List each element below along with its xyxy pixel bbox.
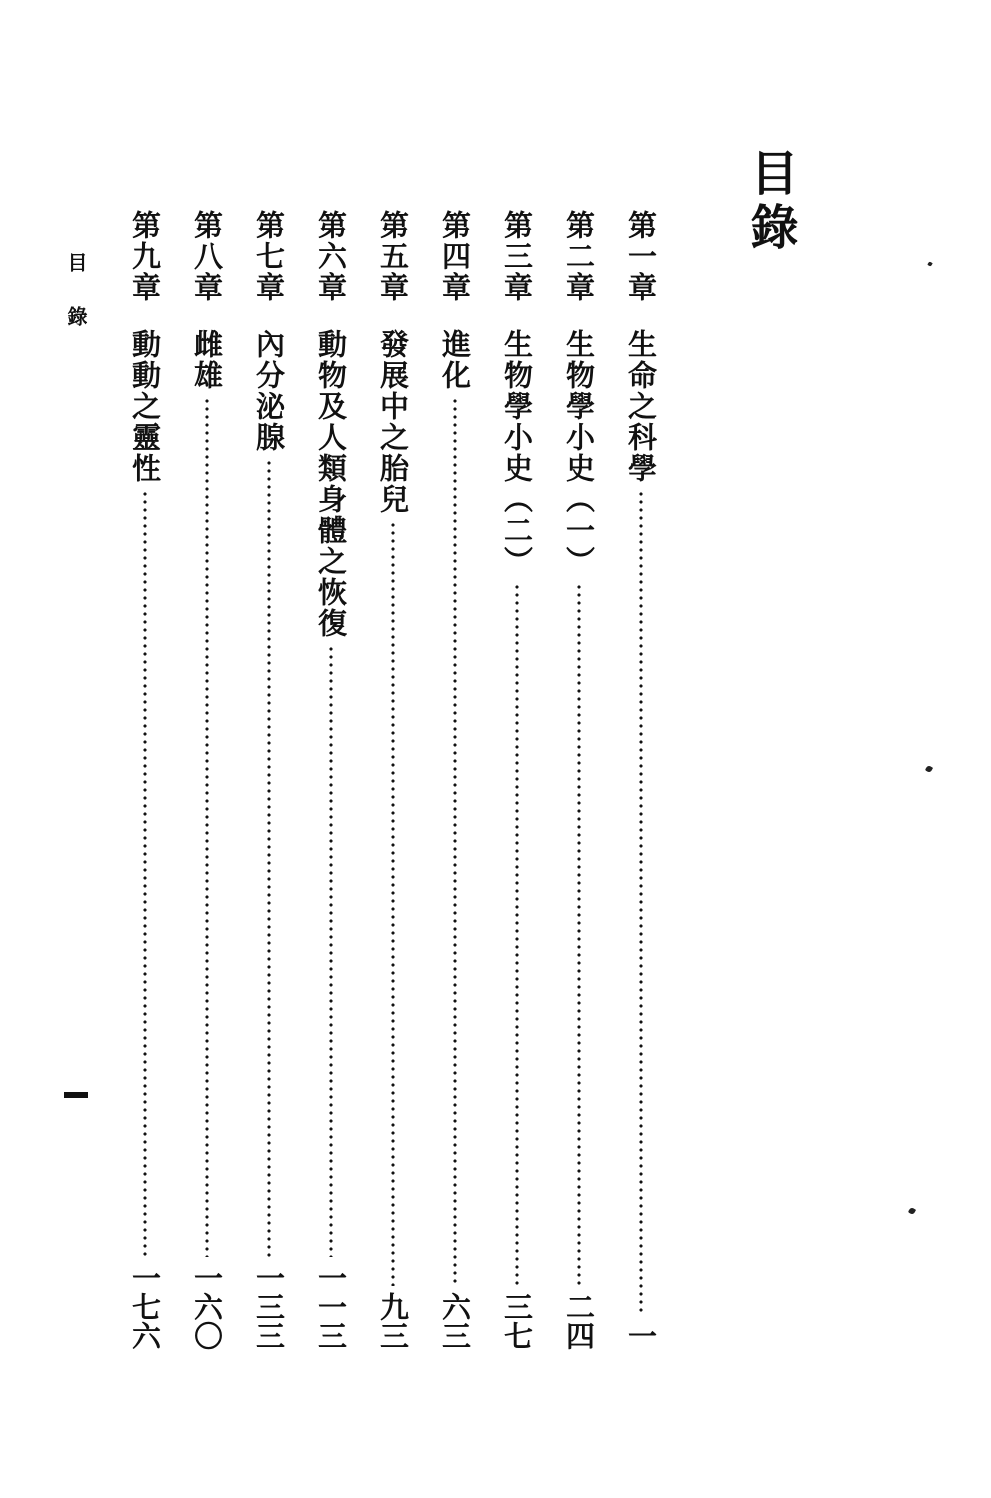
page-number: 九三 xyxy=(376,1292,410,1350)
folio xyxy=(64,1092,88,1098)
chapter-title: 生物學小史︵二︶ xyxy=(500,329,534,577)
toc-entry-6 xyxy=(314,210,348,1350)
chapter-title: 內分泌腺 xyxy=(252,329,286,453)
chapter-title: 動動之靈性 xyxy=(128,329,162,484)
toc-entry-8 xyxy=(190,210,224,1350)
chapter-title: 發展中之胎兒 xyxy=(376,329,410,515)
page-number: 三七 xyxy=(500,1292,534,1350)
page-number: 一六〇 xyxy=(190,1263,224,1350)
toc-entry-2 xyxy=(562,210,596,1350)
dot-leader xyxy=(577,583,581,1286)
chapter-number: 第七章 xyxy=(252,210,286,303)
dot-leader xyxy=(143,490,147,1257)
page-number: 二四 xyxy=(562,1292,596,1350)
toc-entry-5 xyxy=(376,210,410,1350)
dot-leader xyxy=(515,583,519,1286)
chapter-number: 第六章 xyxy=(314,210,348,303)
chapter-title: 動物及人類身體之恢復 xyxy=(314,329,348,639)
dot-leader xyxy=(205,397,209,1257)
chapter-title: 生命之科學 xyxy=(624,329,658,484)
toc-entry-3 xyxy=(500,210,534,1350)
chapter-number: 第五章 xyxy=(376,210,410,303)
ink-speck xyxy=(908,1207,916,1215)
toc-entry-7 xyxy=(252,210,286,1350)
dot-leader xyxy=(453,397,457,1286)
chapter-title: 進化 xyxy=(438,329,472,391)
chapter-number: 第四章 xyxy=(438,210,472,303)
chapter-title: 生物學小史︵一︶ xyxy=(562,329,596,577)
chapter-title: 雌雄 xyxy=(190,329,224,391)
dot-leader xyxy=(639,490,643,1315)
chapter-number: 第二章 xyxy=(562,210,596,303)
ink-speck xyxy=(925,765,933,773)
dot-leader xyxy=(267,459,271,1257)
chapter-number: 第一章 xyxy=(624,210,658,303)
toc-entry-9 xyxy=(128,210,162,1350)
page-number: 一三三 xyxy=(252,1263,286,1350)
dot-leader xyxy=(391,521,395,1286)
chapter-number: 第八章 xyxy=(190,210,224,303)
page-number: 一 xyxy=(624,1321,658,1350)
chapter-number: 第九章 xyxy=(128,210,162,303)
page-title: 目錄 xyxy=(742,148,798,256)
page-number: 一七六 xyxy=(128,1263,162,1350)
ink-speck xyxy=(927,261,932,266)
page-number: 六三 xyxy=(438,1292,472,1350)
chapter-number: 第三章 xyxy=(500,210,534,303)
toc-entry-1 xyxy=(624,210,658,1350)
dot-leader xyxy=(329,645,333,1257)
running-head: 目錄 xyxy=(64,252,88,360)
page-number: 一一三 xyxy=(314,1263,348,1350)
toc-entry-4 xyxy=(438,210,472,1350)
